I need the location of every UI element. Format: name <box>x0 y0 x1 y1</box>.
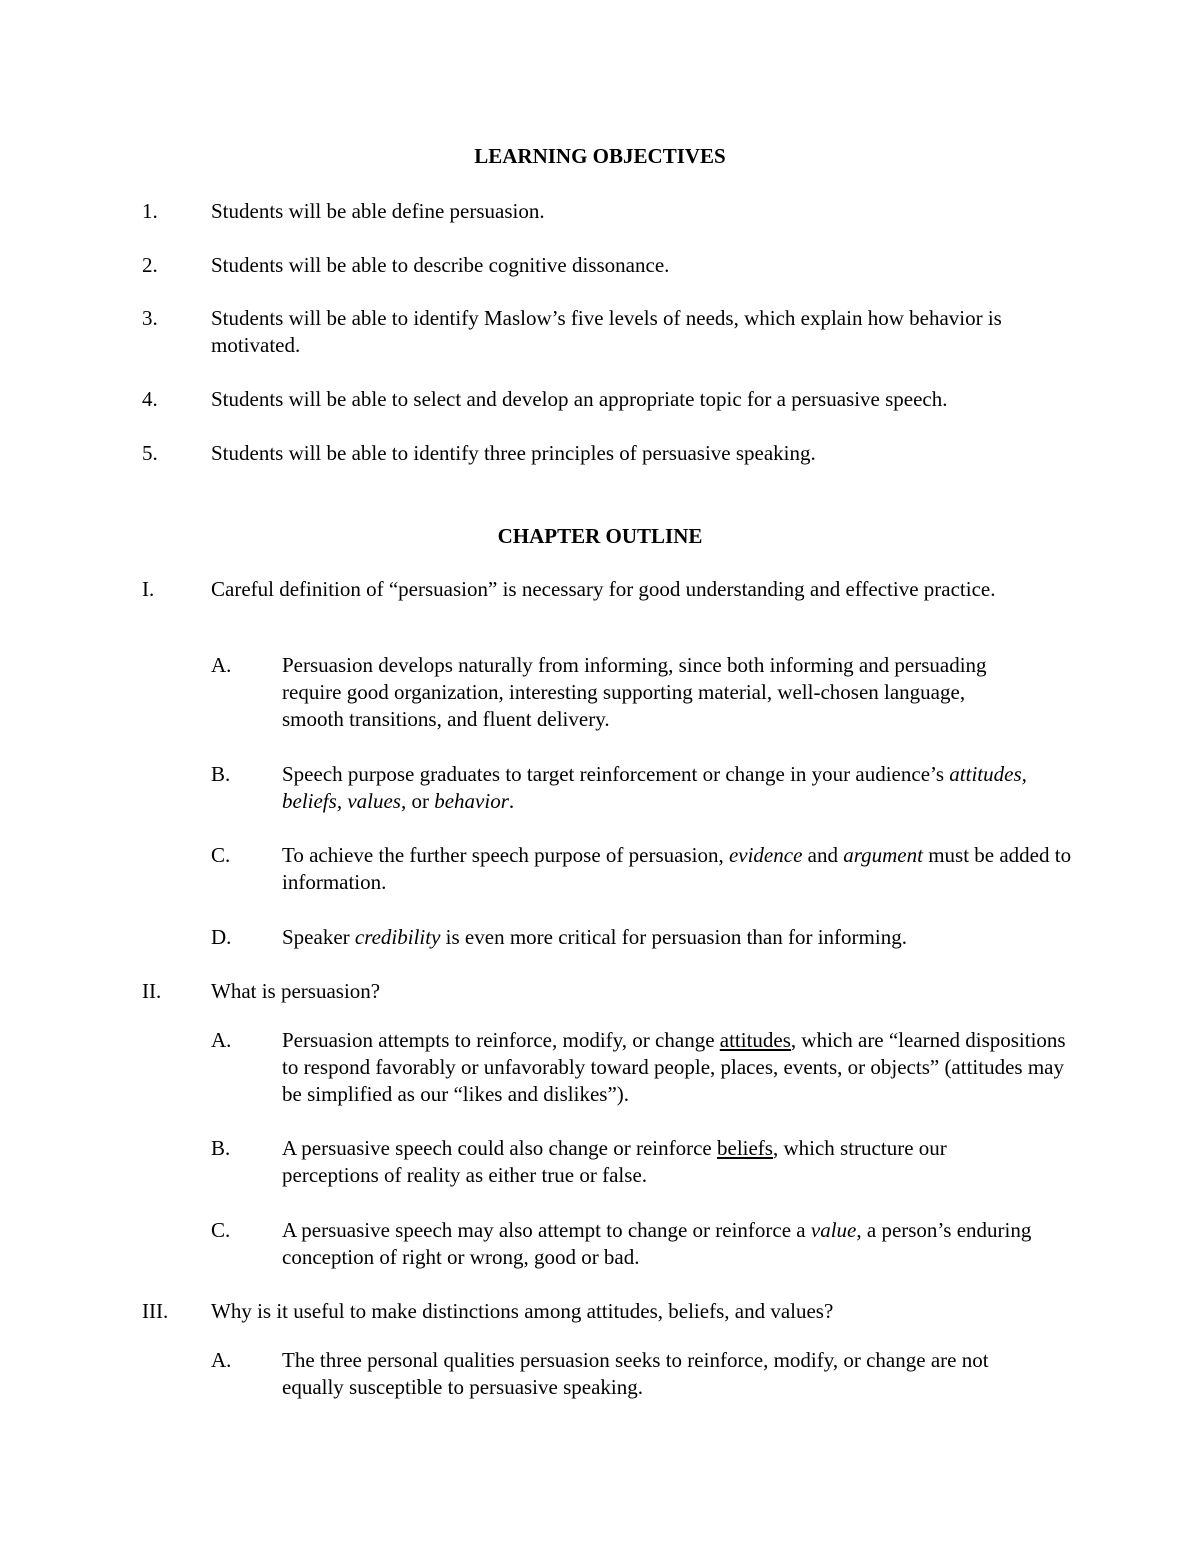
outline-sub-text: To achieve the further speech purpose of persuasion, evidence and argument must be added to information. <box>282 843 1072 894</box>
outline-sub-letter: B. <box>211 1136 231 1160</box>
outline-sub-letter: A. <box>211 1348 232 1372</box>
learning-objectives-heading: LEARNING OBJECTIVES <box>474 144 726 168</box>
outline-sub-text: Persuasion develops naturally from informing, since both informing and persuading require good organization, interesting supporting material, well-chosen language, smooth transitions, and fluent delivery. <box>282 653 987 731</box>
outline-sub-text: Persuasion attempts to reinforce, modify, or change attitudes, which are “learned dispositions to respond favorably or unfavorably toward people, places, events, or objects” (attitudes may be simplified as our “likes and dislikes”). <box>282 1028 1066 1106</box>
objective-text: Students will be able to select and develop an appropriate topic for a persuasive speech. <box>211 387 948 411</box>
outline-sub-text: A persuasive speech could also change or reinforce beliefs, which structure our perceptions of reality as either true or false. <box>282 1136 947 1187</box>
outline-sub-letter: B. <box>211 762 231 786</box>
outline-sub-letter: C. <box>211 1218 231 1242</box>
outline-section-text: Why is it useful to make distinctions among attitudes, beliefs, and values? <box>211 1299 834 1323</box>
outline-sub-letter: A. <box>211 653 232 677</box>
outline-section-number: II. <box>142 979 162 1003</box>
outline-sub-text: The three personal qualities persuasion seeks to reinforce, modify, or change are not equally susceptible to persuasive speaking. <box>282 1348 989 1399</box>
outline-section-text: What is persuasion? <box>211 979 381 1003</box>
objective-text: Students will be able to describe cognitive dissonance. <box>211 253 670 277</box>
outline-sub-text: Speech purpose graduates to target reinforcement or change in your audience’s attitudes, beliefs, values, or behavior. <box>282 762 1027 813</box>
objective-number: 5. <box>142 441 158 465</box>
objective-number: 3. <box>142 306 158 330</box>
objective-number: 4. <box>142 387 158 411</box>
objective-number: 1. <box>142 199 158 223</box>
outline-sub-letter: C. <box>211 843 231 867</box>
objective-text: Students will be able to identify three principles of persuasive speaking. <box>211 441 816 465</box>
outline-section-text: Careful definition of “persuasion” is necessary for good understanding and effective practice. <box>211 577 996 601</box>
outline-sub-letter: D. <box>211 925 232 949</box>
chapter-outline-heading: CHAPTER OUTLINE <box>497 524 703 548</box>
objective-number: 2. <box>142 253 158 277</box>
outline-section-number: I. <box>142 577 155 601</box>
outline-sub-text: Speaker credibility is even more critical for persuasion than for informing. <box>282 925 907 949</box>
outline-sub-letter: A. <box>211 1028 232 1052</box>
outline-sub-text: A persuasive speech may also attempt to change or reinforce a value, a person’s enduring conception of right or wrong, good or bad. <box>282 1218 1032 1269</box>
outline-section-number: III. <box>142 1299 169 1323</box>
objective-text: Students will be able to identify Maslow’s five levels of needs, which explain how behavior is motivated. <box>211 306 1002 357</box>
objective-text: Students will be able define persuasion. <box>211 199 545 223</box>
